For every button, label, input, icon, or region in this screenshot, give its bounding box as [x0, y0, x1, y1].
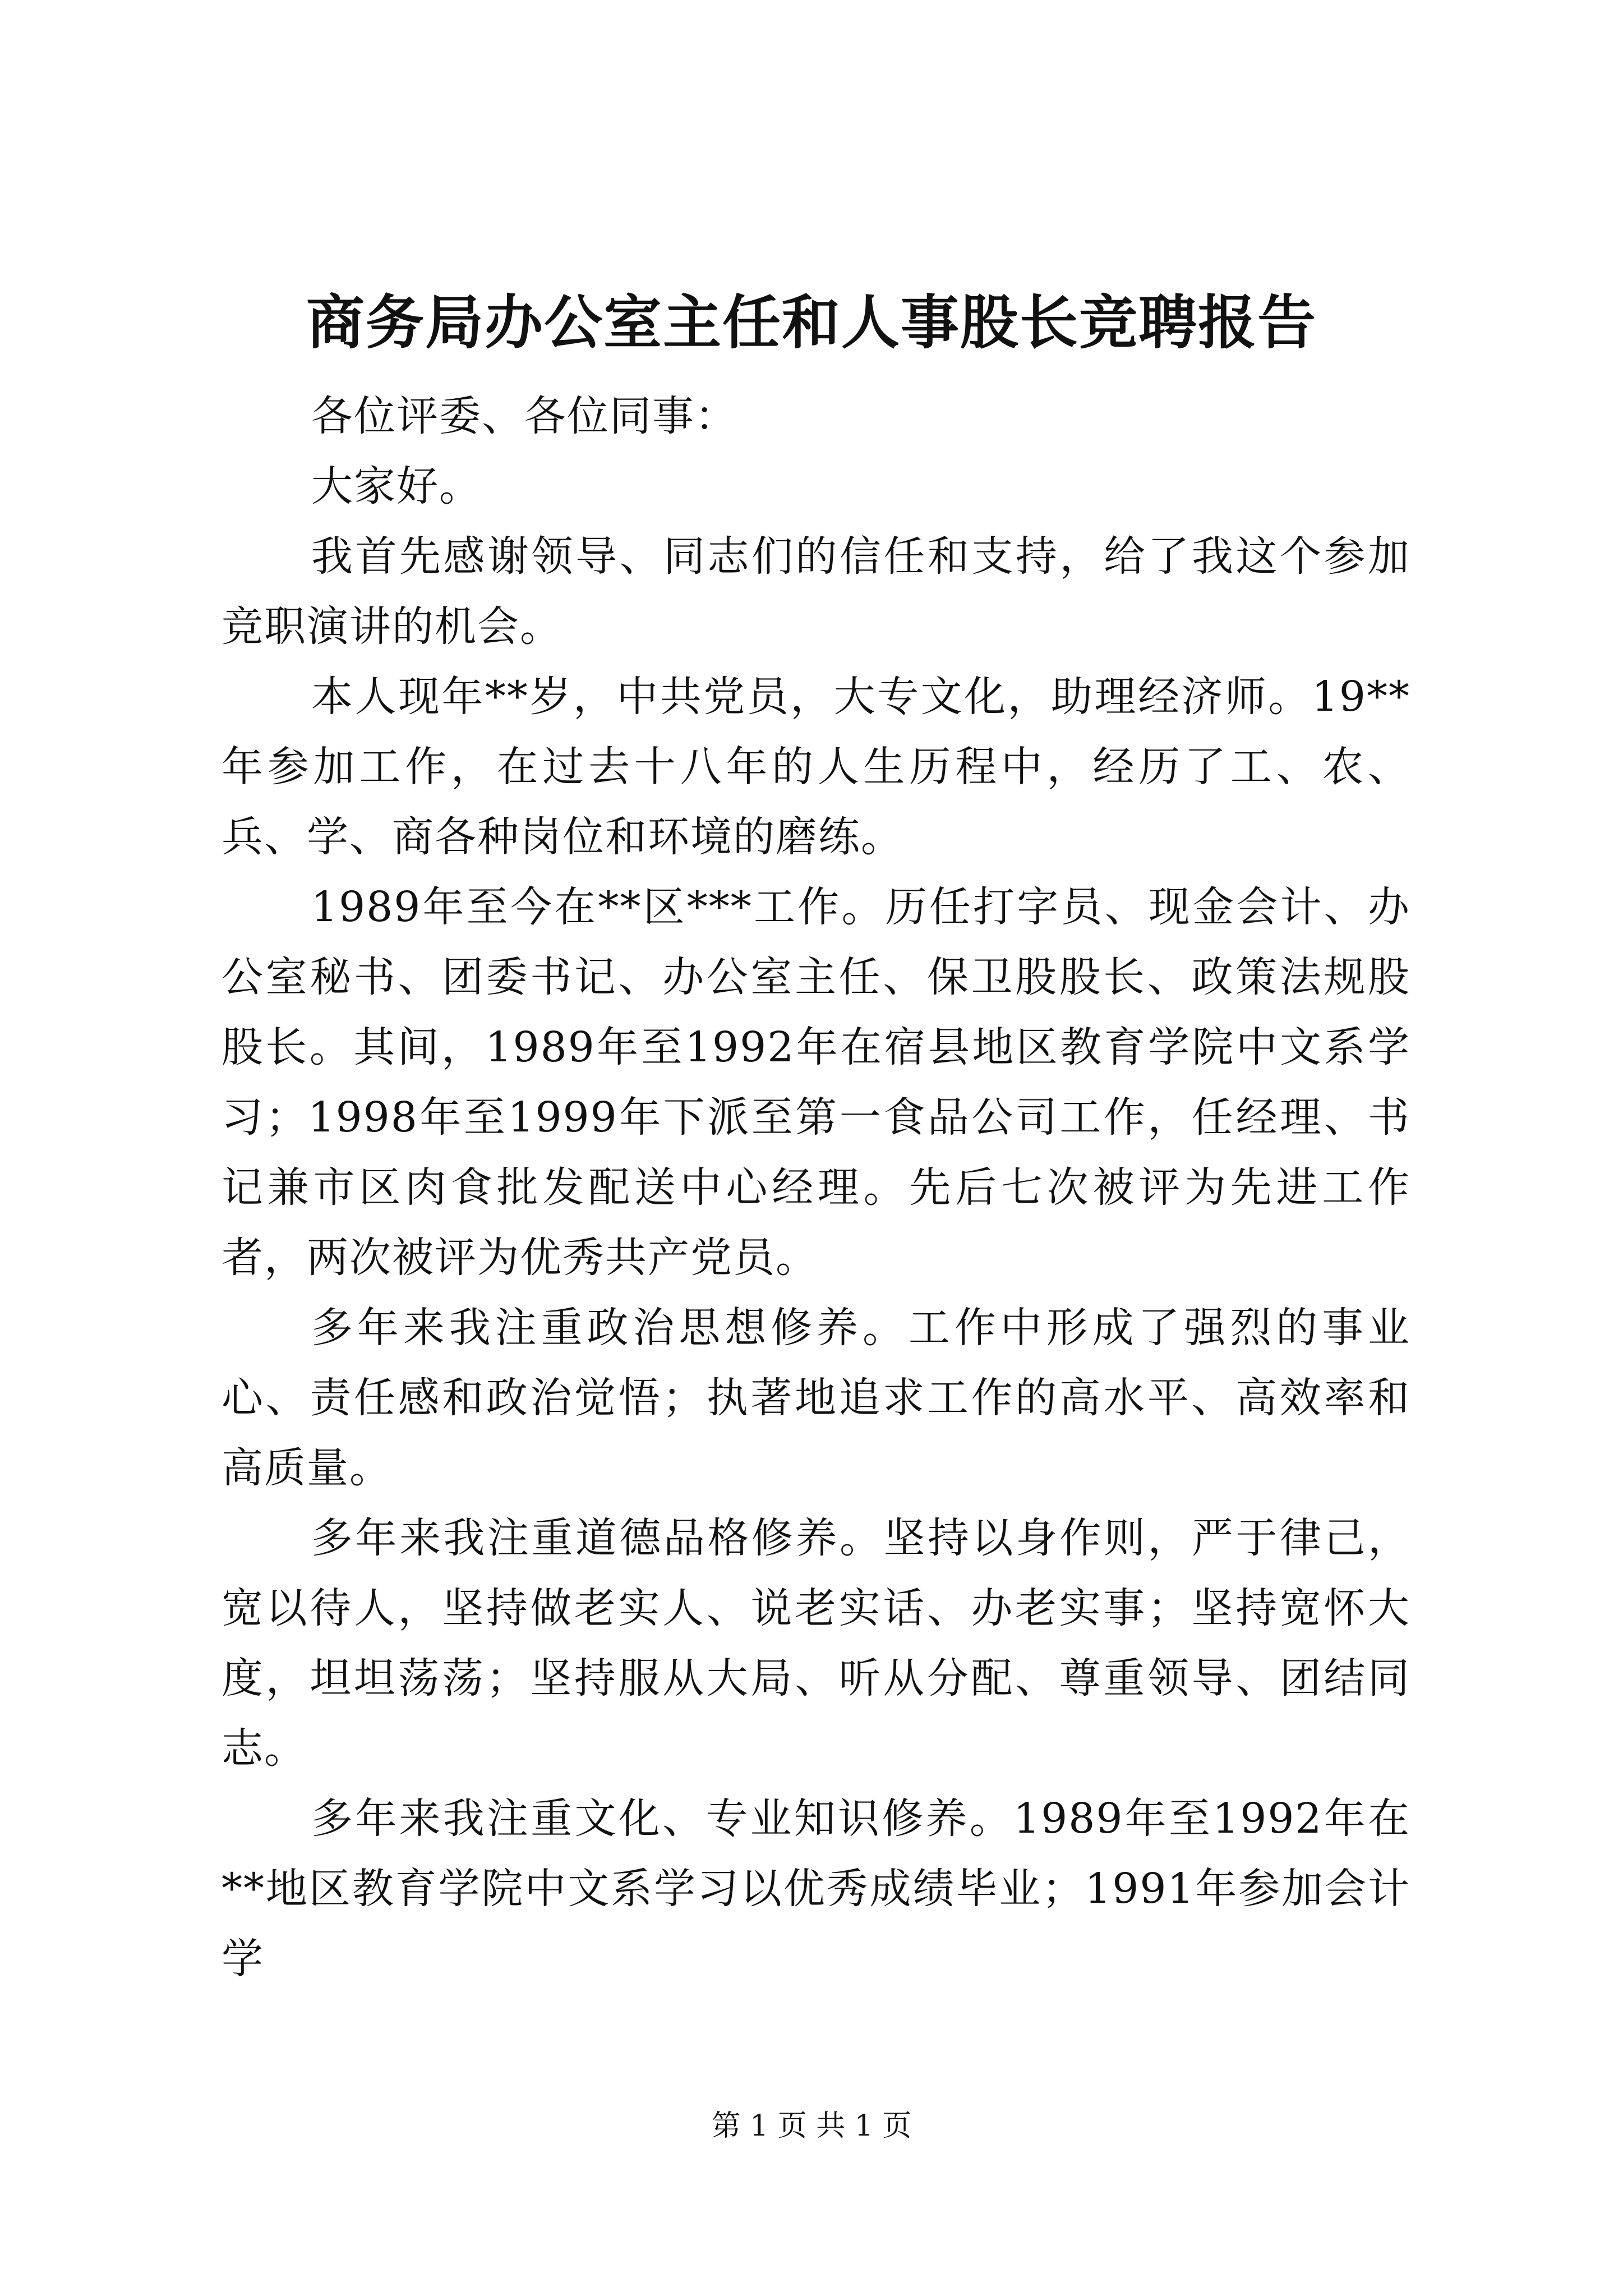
paragraph-moral-cultivation: 多年来我注重道德品格修养。坚持以身作则，严于律己，宽以待人，坚持做老实人、说老实话、办老实事；坚持宽怀大度，坦坦荡荡；坚持服从大局、听从分配、尊重领导、团结同志。	[222, 1514, 1410, 1773]
document-title: 商务局办公室主任和人事股长竞聘报告	[306, 288, 1317, 357]
document-body	[222, 381, 1410, 1994]
paragraph-professional-cultivation: 多年来我注重文化、专业知识修养。1989年至1992年在**地区教育学院中文系学习以优秀成绩毕业；1991年参加会计学	[222, 1795, 1410, 1983]
paragraph-thanks: 我首先感谢领导、同志们的信任和支持，给了我这个参加竞职演讲的机会。	[222, 532, 1410, 651]
paragraph-salutation: 各位评委、各位同事：	[311, 392, 737, 440]
paragraph-greeting: 大家好。	[311, 462, 482, 510]
page-number-footer: 第 1 页 共 1 页	[711, 2109, 912, 2143]
paragraph-political-cultivation: 多年来我注重政治思想修养。工作中形成了强烈的事业心、责任感和政治觉悟；执著地追求工作的高水平、高效率和高质量。	[222, 1304, 1410, 1492]
paragraph-work-history: 1989年至今在**区***工作。历任打字员、现金会计、办公室秘书、团委书记、办公室主任、保卫股股长、政策法规股股长。其间，1989年至1992年在宿县地区教育学院中文系学习；1998年至1999年下派至第一食品公司工作，任经理、书记兼市区肉食批发配送中心经理。先后七次被评为先进工作者，两次被评为优秀共产党员。	[222, 883, 1410, 1282]
paragraph-personal-info: 本人现年**岁，中共党员，大专文化，助理经济师。19**年参加工作，在过去十八年的人生历程中，经历了工、农、兵、学、商各种岗位和环境的磨练。	[222, 673, 1410, 861]
